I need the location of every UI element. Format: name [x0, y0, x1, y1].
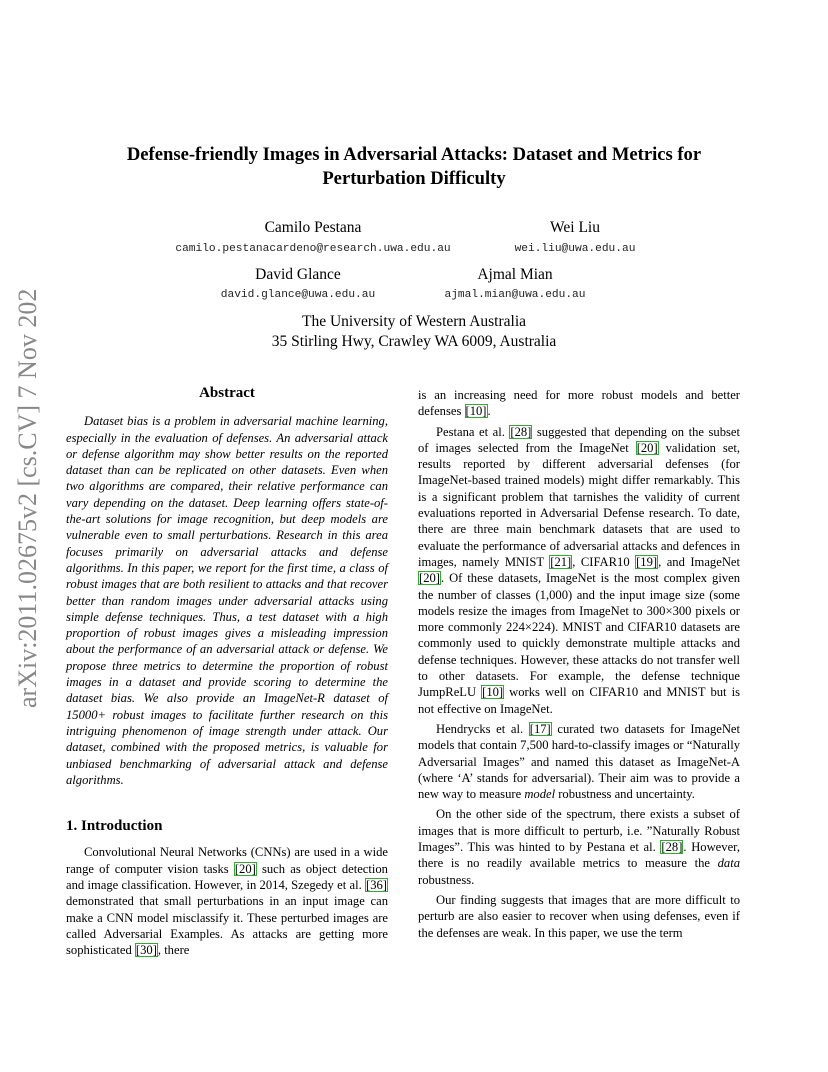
left-column — [66, 385, 388, 959]
affiliation-line-2: 35 Stirling Hwy, Crawley WA 6009, Australia — [271, 333, 557, 350]
citation-link[interactable]: [21] — [550, 554, 572, 569]
citation-link[interactable]: [28] — [510, 424, 532, 439]
right-paragraph-0: is an increasing need for more robust models and better defenses [10]. — [418, 388, 740, 419]
right-paragraph-3: On the other side of the spectrum, there exists a subset of images that is more difficult to perturb, i.e. ”Naturally Robust Images”. This was hinted to by Pestana et al. [28]. However, there is no readily available metrics to measure the data robustness. — [418, 807, 740, 887]
author-email-4: ajmal.mian@uwa.edu.au — [444, 289, 586, 301]
citation-link[interactable]: [17] — [529, 721, 551, 736]
affiliation-line-1: The University of Western Australia — [301, 313, 527, 330]
intro-paragraph-1: Convolutional Neural Networks (CNNs) are used in a wide range of computer vision tasks [20] such as object detection and image classification. However, in 2014, Szegedy et al. [36] demonstrated that small perturbations in an input image can make a CNN model misclassify it. These perturbed images are called Adversarial Examples. As attacks are getting more sophisticated [30], there — [66, 845, 388, 958]
affiliation — [0, 312, 828, 352]
citation-link[interactable]: [10] — [482, 685, 504, 700]
author-name-2: Wei Liu — [550, 219, 600, 236]
right-paragraph-4: Our finding suggests that images that are more difficult to perturb are also easier to recover when using defenses, even if the defenses are weak. In this paper, we use the term — [418, 892, 740, 940]
author-email-3: david.glance@uwa.edu.au — [220, 289, 376, 301]
citation-link[interactable]: [20] — [419, 571, 440, 586]
title-line-2: Perturbation Difficulty — [322, 168, 506, 189]
citation-link[interactable]: [28] — [661, 840, 683, 855]
title-line-1: Defense-friendly Images in Adversarial Attacks: Dataset and Metrics for — [126, 144, 702, 165]
right-paragraph-1: Pestana et al. [28] suggested that depending on the subset of images selected from the ImageNet [20] validation set, results reported by different adversarial defenses (for ImageNet-based trained models) might differ remarkably. This is a significant problem that tarnishes the validity of current evaluations reported in Adversarial Defense research. To date, there are three main benchmark datasets that are used to evaluate the performance of adversarial attacks and defences in images, namely MNIST [21], CIFAR10 [19], and ImageNet [20]. Of these datasets, ImageNet is the most complex given the number of classes (1,000) and the input image size (some models resize the images from ImageNet to 300×300 pixels or more commonly 224×224). MNIST and CIFAR10 datasets are commonly used to quickly demonstrate multiple attacks and defense techniques. However, these attacks do not transfer well to other datasets. For example, the defense technique JumpReLU [10] works well on CIFAR10 and MNIST but is not effective on ImageNet. — [418, 424, 740, 716]
abstract-text: Dataset bias is a problem in adversarial machine learning, especially in the evaluation of defenses. An adversarial attack or defense algorithm may show better results on the reported dataset than can be replicated on other datasets. Even when two algorithms are compared, their relative performance can vary depending on the dataset. Deep learning offers state-of-the-art solutions for image recognition, but deep models are vulnerable even to small perturbations. Research in this area focuses primarily on adversarial attacks and defense algorithms. In this paper, we report for the first time, a class of robust images that are both resilient to attacks and that recover better than random images under adversarial attacks using simple defense techniques. Thus, a test dataset with a high proportion of robust images gives a misleading impression about the performance of an adversarial attack or defense. We propose three metrics to determine the proportion of robust images in a dataset and provide scoring to determine the dataset bias. We also provide an ImageNet-R dataset of 15000+ robust images to facilitate further research on this intriguing phenomenon of image strength under attack. Our dataset, combined with the proposed metrics, is valuable for unbiased benchmarking of adversarial attack and defense algorithms. — [66, 414, 388, 787]
citation-link[interactable]: [30] — [135, 943, 157, 958]
author-name-3: David Glance — [255, 266, 341, 283]
author-email-2: wei.liu@uwa.edu.au — [514, 243, 636, 255]
abstract-heading: Abstract — [199, 385, 255, 401]
citation-link[interactable]: [19] — [636, 554, 658, 569]
right-column — [418, 387, 740, 941]
paper-title — [60, 143, 768, 191]
citation-link[interactable]: [36] — [366, 878, 387, 893]
section-heading-introduction: 1. Introduction — [66, 818, 163, 835]
citation-link[interactable]: [20] — [636, 440, 658, 455]
author-name-1: Camilo Pestana — [264, 219, 362, 236]
right-paragraph-2: Hendrycks et al. [17] curated two datasets for ImageNet models that contain 7,500 hard-to-classify images or “Naturally Adversarial Images” and named this dataset as ImageNet-A (where ‘A’ stands for adversarial). Their aim was to provide a new way to measure model robustness and uncertainty. — [418, 721, 741, 802]
citation-link[interactable]: [20] — [234, 861, 256, 876]
author-email-1: camilo.pestanacardeno@research.uwa.edu.au — [175, 243, 451, 255]
arxiv-id: arXiv:2011.02675v2 [cs.CV] 7 Nov 2020 — [13, 288, 42, 708]
author-name-4: Ajmal Mian — [477, 266, 553, 283]
citation-link[interactable]: [10] — [465, 404, 487, 419]
